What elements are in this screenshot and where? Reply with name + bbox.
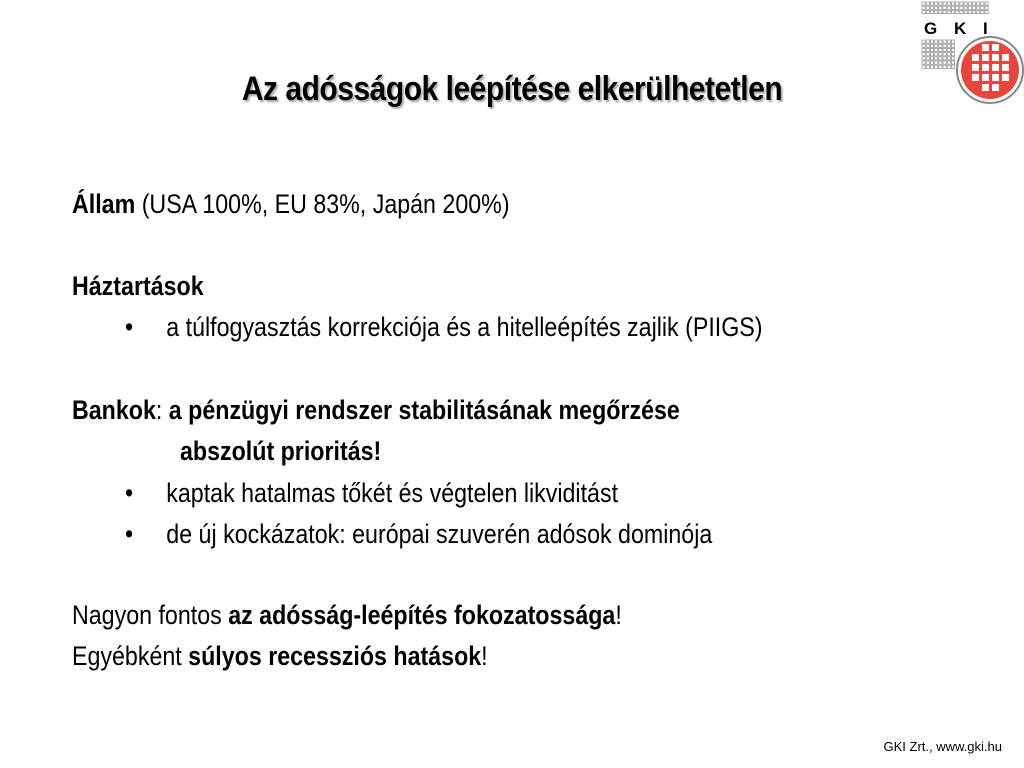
slide-title: Az adósságok leépítése elkerülhetetlen xyxy=(241,70,783,108)
conclusion-2-prefix: Egyébként xyxy=(72,641,189,671)
bankok-bullet-2 xyxy=(125,518,712,550)
bullet-icon: • xyxy=(125,312,134,342)
bankok-emphasis-1: a pénzügyi rendszer stabilitásának megőrzése xyxy=(168,395,680,425)
allam-text: (USA 100%, EU 83%, Japán 200%) xyxy=(135,189,510,219)
allam-line xyxy=(72,188,510,220)
bullet-text: de új kockázatok: európai szuverén adósok dominója xyxy=(166,519,713,549)
bullet-icon: • xyxy=(125,519,134,549)
bankok-line xyxy=(72,394,680,426)
conclusion-1-suffix: ! xyxy=(615,600,622,630)
bankok-colon: : xyxy=(155,395,169,425)
conclusion-line-1 xyxy=(72,599,622,631)
conclusion-2-bold: súlyos recessziós hatások xyxy=(188,641,482,671)
bankok-label: Bankok xyxy=(72,395,156,425)
conclusion-1-bold: az adósság-leépítés fokozatossága xyxy=(228,600,616,630)
bullet-text: kaptak hatalmas tőkét és végtelen likviditást xyxy=(166,478,619,508)
bankok-bullet-1 xyxy=(125,477,618,509)
haztartasok-heading xyxy=(72,270,204,302)
allam-label: Állam xyxy=(72,189,136,219)
conclusion-line-2 xyxy=(72,640,488,672)
footer-credit: GKI Zrt., www.gki.hu xyxy=(883,739,1002,754)
bullet-icon: • xyxy=(125,478,134,508)
bullet-text: a túlfogyasztás korrekciója és a hitelleépítés zajlik (PIIGS) xyxy=(166,312,763,342)
conclusion-1-prefix: Nagyon fontos xyxy=(72,600,229,630)
haztartasok-label: Háztartások xyxy=(72,271,204,301)
logo-text: G K I xyxy=(924,19,994,38)
bankok-continuation xyxy=(180,435,381,467)
conclusion-2-suffix: ! xyxy=(481,641,488,671)
haztartasok-bullet-1 xyxy=(125,311,763,343)
bankok-emphasis-2: abszolút prioritás! xyxy=(180,436,382,466)
